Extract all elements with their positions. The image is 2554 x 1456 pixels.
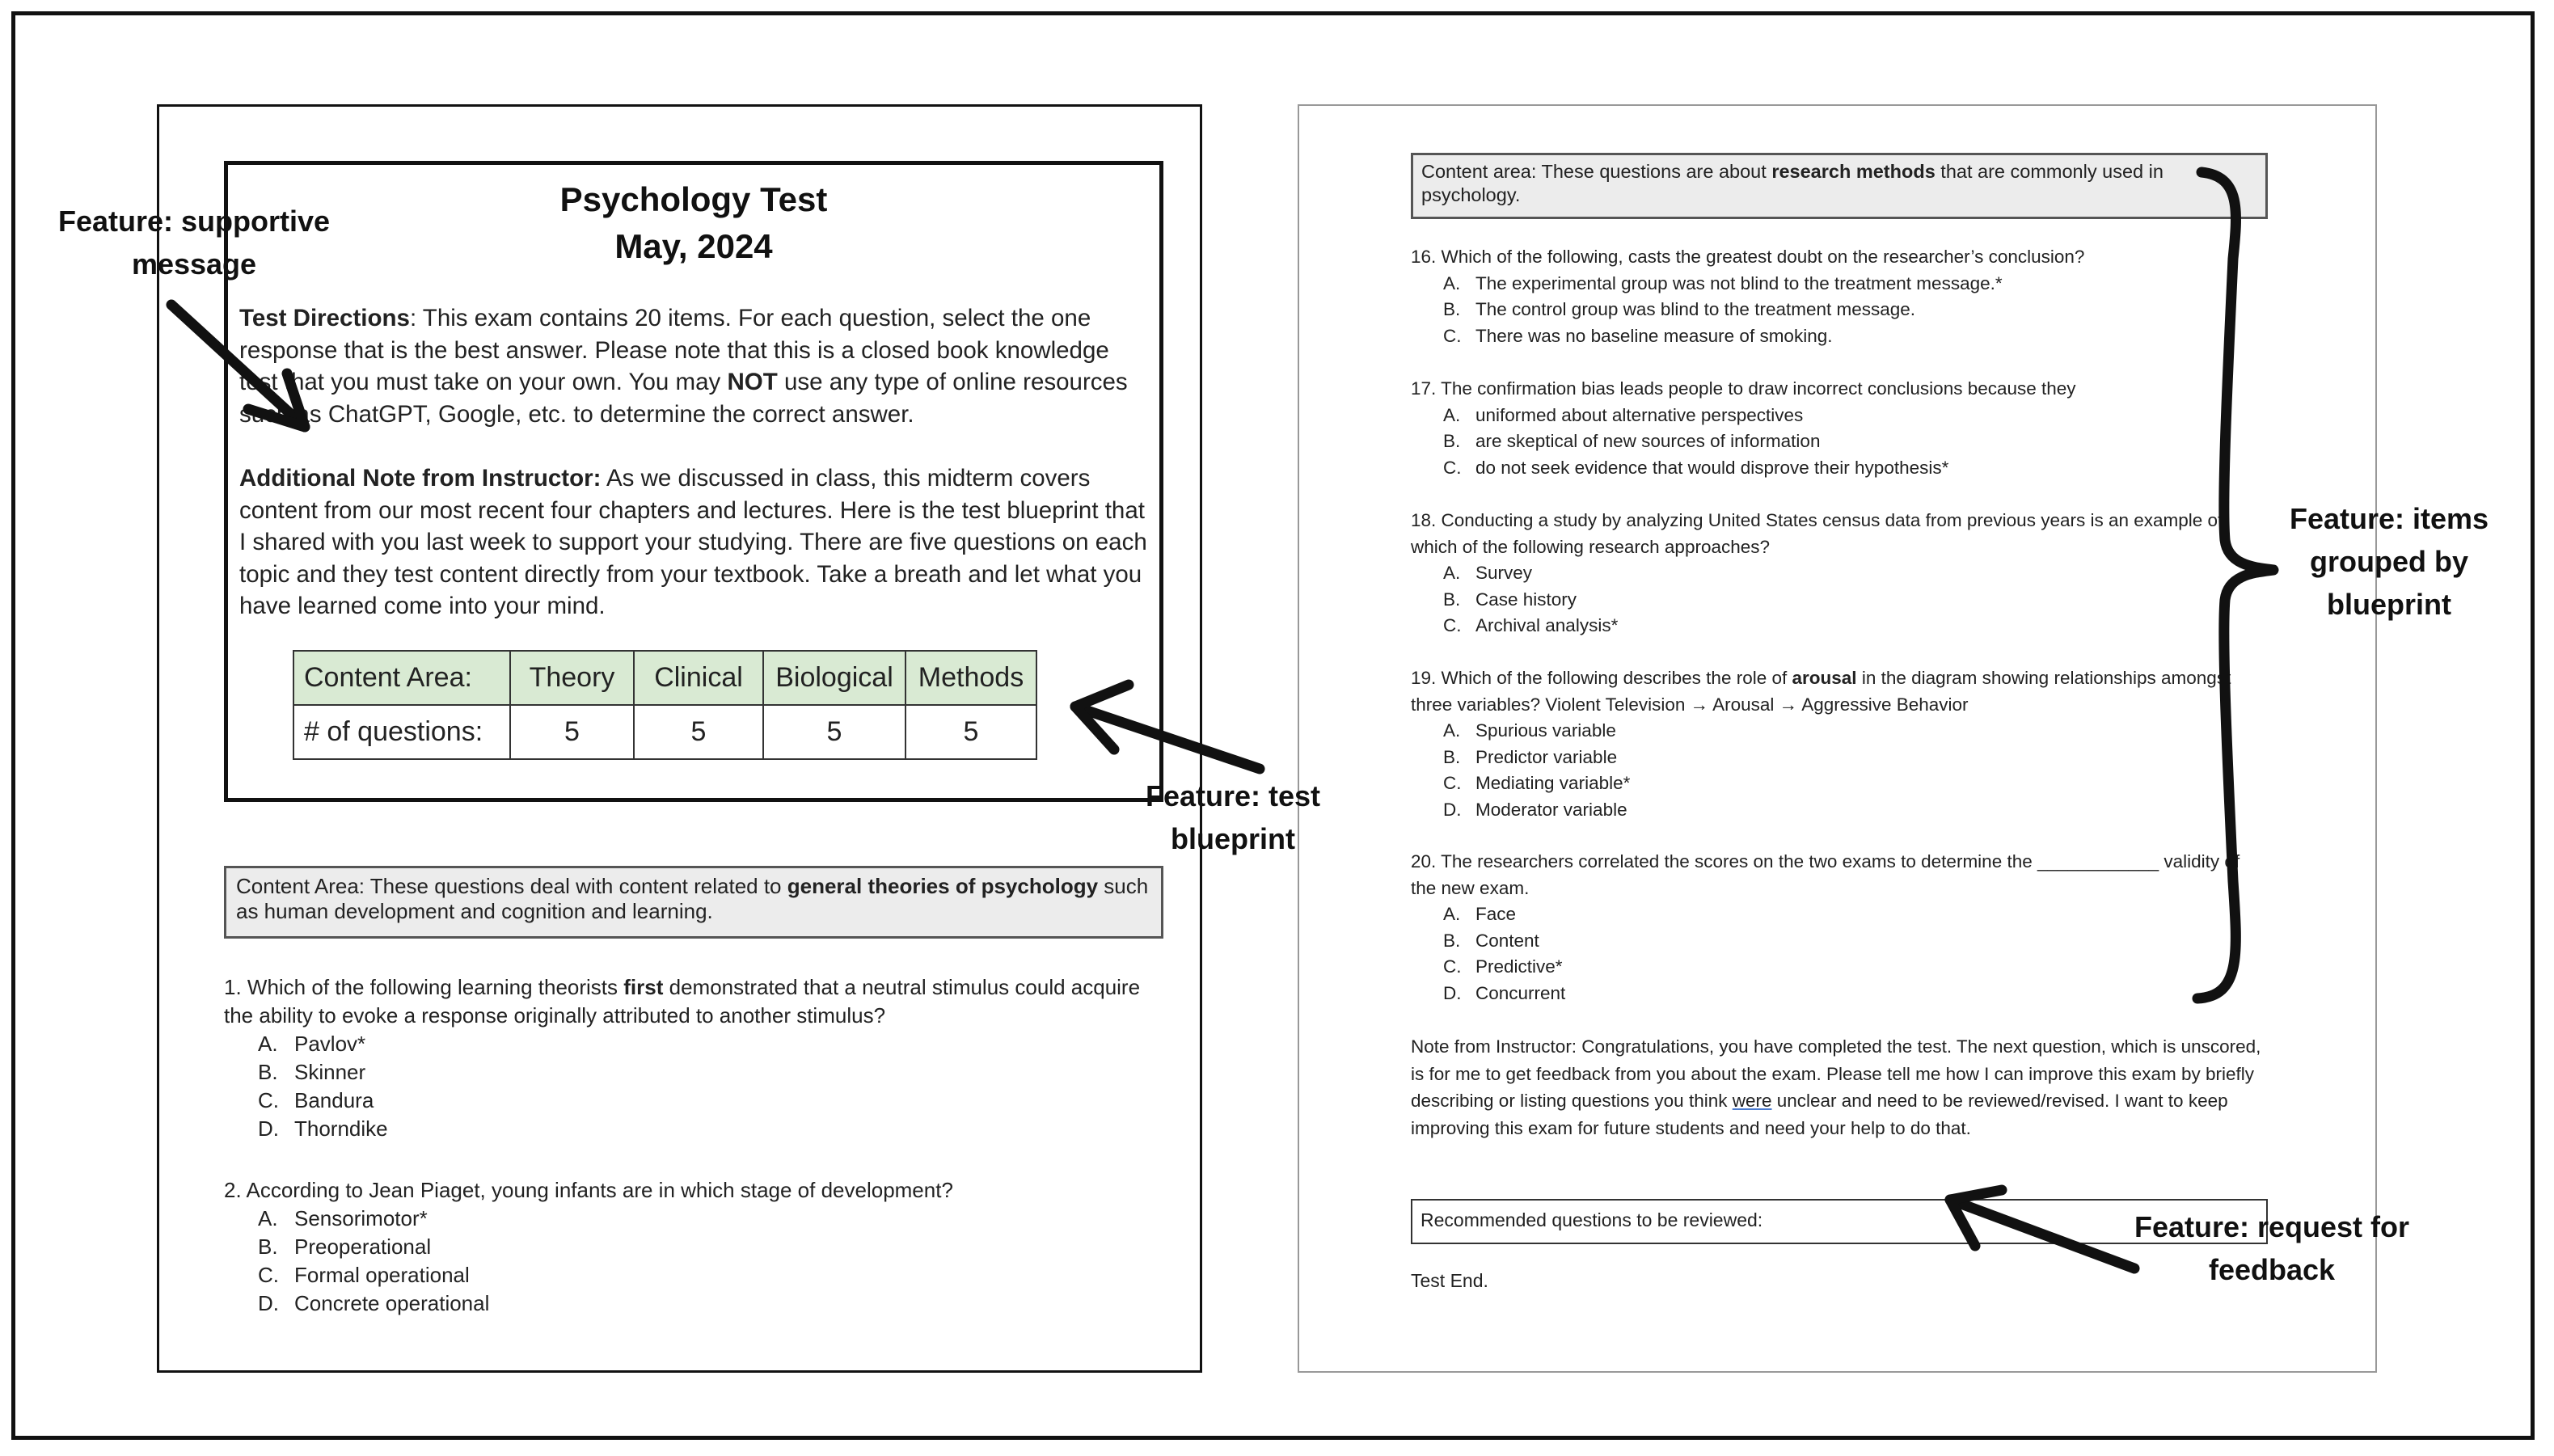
- option-text: Content: [1475, 930, 1539, 951]
- content-area-bold: research methods: [1771, 161, 1936, 182]
- blueprint-count-cell: 5: [763, 705, 906, 759]
- annotation-line: grouped by: [2310, 545, 2468, 578]
- content-area-suffix: such as human development and cognition and learning.: [236, 874, 1149, 923]
- option-letter: B.: [1443, 746, 1461, 767]
- option-text: Archival analysis*: [1475, 615, 1619, 635]
- instructor-note-heading: Additional Note from Instructor:: [239, 465, 602, 492]
- directions-text-2: use any type of online resources such as ChatGPT, Google, etc. to determine the correct answer.: [239, 369, 1128, 428]
- content-area-prefix: Content area: These questions are about: [1421, 161, 1772, 182]
- note-underlined-word: were: [1732, 1091, 1772, 1111]
- option-text: There was no baseline measure of smoking.: [1475, 325, 1833, 346]
- title-line-1: Psychology Test: [559, 180, 828, 218]
- directions-not: NOT: [727, 369, 778, 395]
- test-end-text: Test End.: [1411, 1270, 1488, 1291]
- question-stem: 20. The researchers correlated the scores on the two exams to determine the ____________ validity of the new exam.: [1411, 851, 2240, 898]
- blueprint-row-label: # of questions:: [293, 705, 510, 759]
- arrow-blueprint-icon: [1075, 685, 1260, 769]
- option-letter: C.: [1443, 956, 1462, 977]
- question-19-bold: arousal: [1792, 668, 1857, 688]
- option-text: The experimental group was not blind to the treatment message.*: [1475, 272, 2003, 293]
- option-text: Predictive*: [1475, 956, 1563, 977]
- annotation-line: message: [131, 247, 257, 281]
- option-letter: C.: [1443, 773, 1462, 793]
- note-text-pre: Note from Instructor: Congratulations, you have completed the test. The next question, which is unscored, is for me to get feedback from you about the exam. Please tell me how I can improve this exam by briefly describing or listing questions you think: [1411, 1036, 2261, 1111]
- option-text: Survey: [1475, 563, 1533, 583]
- option-letter: C.: [1443, 325, 1462, 346]
- content-area-suffix: that are commonly used in psychology.: [1421, 161, 2164, 205]
- option-letter: D.: [1443, 799, 1462, 820]
- option-letter: D.: [1443, 982, 1462, 1003]
- question-1-pre: 1. Which of the following learning theorists: [224, 975, 624, 999]
- blueprint-count-cell: 5: [906, 705, 1036, 759]
- instructor-note-text: As we discussed in class, this midterm covers content from our most recent four chapters and lectures. Here is the test blueprint that I shared with you last week to support your studying. There are five questions on each topic and they test content directly from your textbook. Take a breath and let what you have learned come into your mind.: [239, 465, 1147, 619]
- option-text: Moderator variable: [1475, 799, 1627, 820]
- blueprint-area-cell: Theory: [510, 651, 634, 705]
- question-stem: 18. Conducting a study by analyzing United States census data from previous years is an example of which of the following research approaches?: [1411, 510, 2223, 557]
- option-text: Case history: [1475, 589, 1577, 610]
- curly-brace-icon: [2197, 172, 2273, 998]
- option-text: Predictor variable: [1475, 746, 1618, 767]
- blueprint-count-cell: 5: [510, 705, 634, 759]
- option-letter: B.: [1443, 431, 1461, 451]
- option-text: Bandura: [294, 1088, 374, 1112]
- option-letter: A.: [1443, 720, 1461, 741]
- option-letter: C.: [1443, 457, 1462, 478]
- option-text: are skeptical of new sources of information: [1475, 431, 1821, 451]
- question-1-bold: first: [623, 975, 664, 999]
- option-letter: B.: [1443, 930, 1461, 951]
- option-letter: B.: [258, 1234, 278, 1259]
- option-text: Preoperational: [294, 1234, 432, 1259]
- annotation-line: Feature: request for: [2134, 1210, 2410, 1243]
- annotation-line: Feature: items: [2289, 502, 2489, 535]
- question-1-post: demonstrated that a neutral stimulus could acquire the ability to evoke a response originally attributed to another stimulus?: [224, 975, 1141, 1028]
- option-letter: B.: [1443, 299, 1461, 319]
- option-text: Thorndike: [294, 1116, 388, 1141]
- option-letter: A.: [1443, 404, 1461, 425]
- annotation-line: Feature: test: [1145, 779, 1321, 812]
- option-text: uniformed about alternative perspectives: [1475, 404, 1804, 425]
- arrow-feedback-icon: [1950, 1190, 2134, 1268]
- option-letter: A.: [258, 1206, 278, 1230]
- option-text: The control group was blind to the treatment message.: [1475, 299, 1916, 319]
- option-text: Skinner: [294, 1060, 366, 1084]
- annotation-line: Feature: supportive: [57, 205, 331, 238]
- option-text: Face: [1475, 904, 1517, 924]
- option-text: Pavlov*: [294, 1032, 366, 1056]
- option-letter: D.: [258, 1116, 279, 1141]
- option-letter: C.: [258, 1263, 279, 1287]
- question-19-post: in the diagram showing relationships amongst three variables? Violent Television → Arousal → Aggressive Behavior: [1411, 668, 2231, 715]
- directions-text-1: : This exam contains 20 items. For each question, select the one response that is the best answer. Please note that this is a closed book knowledge test that you must take on your own. You may: [239, 305, 1109, 395]
- option-text: Formal operational: [294, 1263, 470, 1287]
- blueprint-area-cell: Methods: [906, 651, 1036, 705]
- option-letter: C.: [258, 1088, 279, 1112]
- option-letter: A.: [1443, 904, 1461, 924]
- recommended-questions-label: Recommended questions to be reviewed:: [1421, 1209, 1763, 1230]
- question-19-pre: 19. Which of the following describes the role of: [1411, 668, 1792, 688]
- option-letter: B.: [1443, 589, 1461, 610]
- note-text-post: unclear and need to be reviewed/revised. I want to keep improving this exam for future students and need your help to do that.: [1411, 1091, 2228, 1138]
- content-area-bold: general theories of psychology: [787, 874, 1099, 898]
- option-text: Concrete operational: [294, 1291, 490, 1315]
- annotation-line: blueprint: [1171, 822, 1295, 855]
- option-text: Mediating variable*: [1475, 773, 1631, 793]
- blueprint-count-cell: 5: [634, 705, 763, 759]
- option-text: Spurious variable: [1475, 720, 1616, 741]
- question-stem: 16. Which of the following, casts the greatest doubt on the researcher’s conclusion?: [1411, 247, 2085, 267]
- option-text: do not seek evidence that would disprove their hypothesis*: [1475, 457, 1949, 478]
- annotation-line: blueprint: [2327, 588, 2451, 621]
- option-letter: C.: [1443, 615, 1462, 635]
- question-stem: 17. The confirmation bias leads people to draw incorrect conclusions because they: [1411, 378, 2076, 399]
- option-letter: D.: [258, 1291, 279, 1315]
- directions-heading: Test Directions: [239, 305, 410, 331]
- arrow-supportive-icon: [171, 305, 305, 427]
- title-date: May, 2024: [614, 227, 773, 265]
- annotation-line: feedback: [2208, 1253, 2336, 1286]
- blueprint-area-cell: Clinical: [634, 651, 763, 705]
- option-text: Sensorimotor*: [294, 1206, 428, 1230]
- option-letter: B.: [258, 1060, 278, 1084]
- blueprint-area-cell: Biological: [763, 651, 906, 705]
- option-text: Concurrent: [1475, 982, 1566, 1003]
- blueprint-row-label: Content Area:: [293, 651, 510, 705]
- question-stem: 2. According to Jean Piaget, young infants are in which stage of development?: [224, 1178, 953, 1202]
- option-letter: A.: [1443, 272, 1461, 293]
- option-letter: A.: [1443, 563, 1461, 583]
- option-letter: A.: [258, 1032, 278, 1056]
- content-area-prefix: Content Area: These questions deal with content related to: [236, 874, 787, 898]
